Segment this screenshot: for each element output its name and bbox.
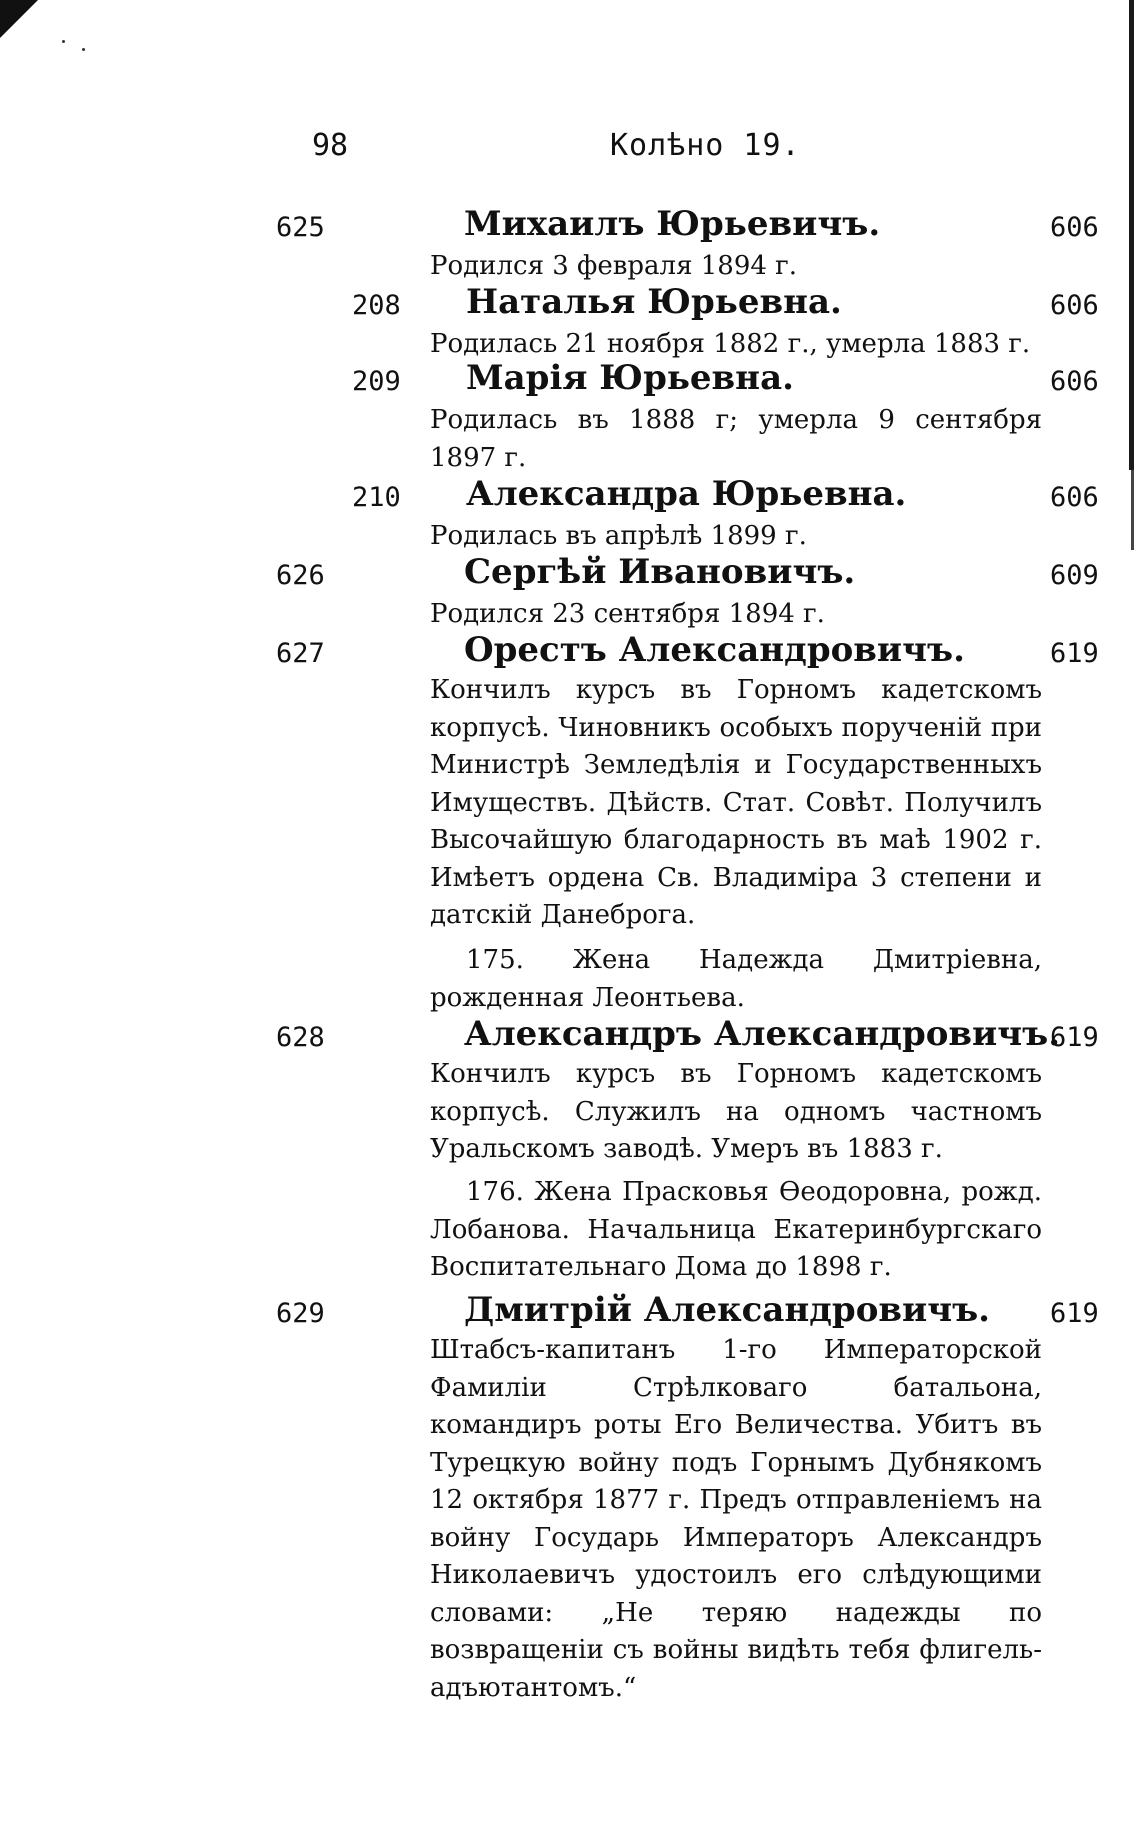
person-name: Марія Юрьевна. — [466, 358, 794, 398]
entry-number: 627 — [276, 638, 325, 669]
scan-edge-shadow — [1131, 470, 1134, 550]
scan-speck — [82, 48, 85, 51]
spouse-text: 176. Жена Прасковья Ѳеодоровна, рожд. Лобанова. Начальница Екатеринбургскаго Воспитательнаго Дома до 1898 г. — [430, 1177, 1042, 1282]
entry-text: Кончилъ курсъ въ Горномъ кадетскомъ корпусѣ. Чиновникъ особыхъ порученій при Министрѣ Земледѣлія и Государственныхъ Имуществъ. Дѣйств. Стат. Совѣт. Получилъ Высочайшую благодарность въ маѣ 1902 г. Имѣетъ ордена Св. Владиміра 3 степени и датскій Данеброга. — [430, 675, 1042, 930]
page-title: Колѣно 19. — [610, 128, 801, 163]
parent-number: 609 — [1050, 560, 1099, 591]
entry-number: 629 — [276, 1298, 325, 1329]
entry-number: 208 — [352, 290, 401, 321]
entry-text: Родилась въ апрѣлѣ 1899 г. — [430, 521, 807, 551]
person-name: Александра Юрьевна. — [466, 474, 907, 514]
entry-text: Штабсъ-капитанъ 1-го Императорской Фамиліи Стрѣлковаго батальона, командиръ роты Его Величества. Убитъ въ Турецкую войну подъ Горнымъ Дубнякомъ 12 октября 1877 г. Предъ отправленіемъ на войну Государь Императоръ Александръ Николаевичъ удостоилъ его слѣдующими словами: „Не теряю надежды по возвращеніи съ войны видѣть тебя флигель-адъютантомъ.“ — [430, 1335, 1042, 1703]
entry-number: 628 — [276, 1022, 325, 1053]
parent-number: 606 — [1050, 482, 1099, 513]
entry-text: Родилась въ 1888 г; умерла 9 сентября 1897 г. — [430, 405, 1042, 473]
entry-text: Родился 3 февраля 1894 г. — [430, 251, 798, 281]
parent-number: 619 — [1050, 1298, 1099, 1329]
person-name: Наталья Юрьевна. — [466, 282, 842, 322]
entry-number: 626 — [276, 560, 325, 591]
scan-corner-mark — [0, 0, 38, 38]
entry-text: Родилась 21 ноября 1882 г., умерла 1883 г. — [430, 329, 1031, 359]
person-name: Михаилъ Юрьевичъ. — [464, 204, 881, 244]
entry-text: Кончилъ курсъ въ Горномъ кадетскомъ корпусѣ. Служилъ на одномъ частномъ Уральскомъ заводѣ. Умеръ въ 1883 г. — [430, 1059, 1042, 1164]
person-name: Сергѣй Ивановичъ. — [464, 552, 856, 592]
parent-number: 619 — [1050, 638, 1099, 669]
parent-number: 606 — [1050, 366, 1099, 397]
entry-number: 209 — [352, 366, 401, 397]
person-name: Дмитрій Александровичъ. — [464, 1290, 991, 1330]
scan-speck — [62, 40, 65, 43]
person-name: Александръ Александровичъ. — [464, 1014, 1061, 1054]
page-number: 98 — [312, 128, 349, 163]
entry-number: 625 — [276, 212, 325, 243]
parent-number: 619 — [1050, 1022, 1099, 1053]
parent-number: 606 — [1050, 290, 1099, 321]
person-name: Орестъ Александровичъ. — [464, 630, 965, 670]
spouse-text: 175. Жена Надежда Дмитріевна, рожденная Леонтьева. — [430, 945, 1042, 1013]
entry-text: Родился 23 сентября 1894 г. — [430, 599, 825, 629]
parent-number: 606 — [1050, 212, 1099, 243]
scan-edge-shadow — [1129, 0, 1134, 470]
entry-number: 210 — [352, 482, 401, 513]
